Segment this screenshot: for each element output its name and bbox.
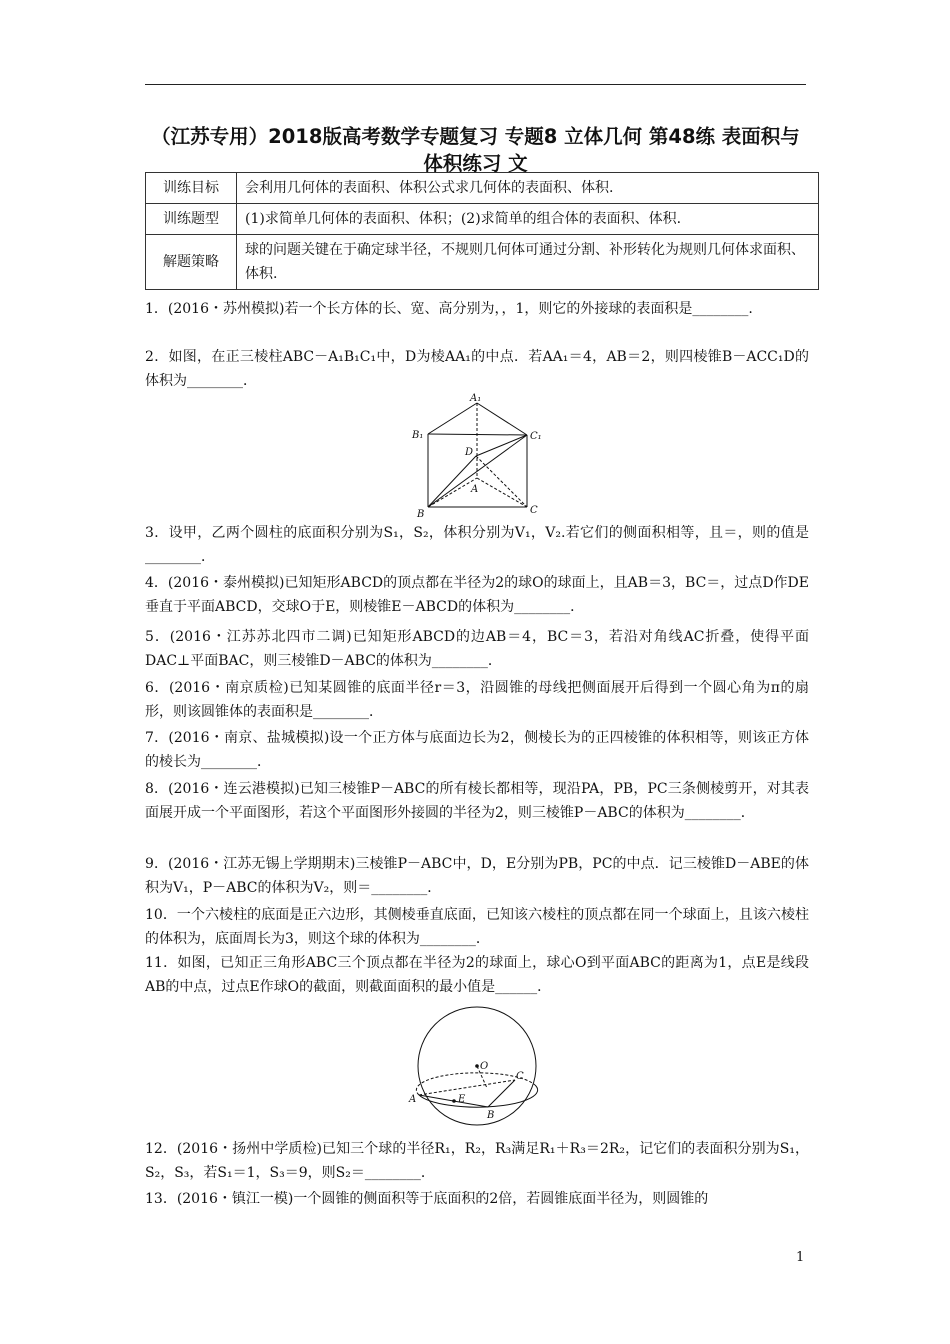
midpoint-E	[452, 1099, 456, 1103]
table-value: 会利用几何体的表面积、体积公式求几何体的表面积、体积.	[237, 173, 819, 204]
page-title: （江苏专用）2018版高考数学专题复习 专题8 立体几何 第48练 表面积与体积练习 文	[151, 125, 800, 175]
question-1: 1．(2016・苏州模拟)若一个长方体的长、宽、高分别为，，1，则它的外接球的表面积是________.	[145, 301, 753, 317]
sphere-figure	[405, 1000, 555, 1130]
table-row	[146, 173, 819, 204]
question-8: 8．(2016・连云港模拟)已知三棱锥P－ABC的所有棱长都相等，现沿PA，PB，PC三条侧棱剪开，对其表面展开成一个平面图形，若这个平面图形外接圆的半径为2，则三棱锥P－ABC的体积为________．	[145, 781, 809, 821]
label-E: E	[458, 1094, 466, 1105]
table-row	[146, 235, 819, 290]
question-4: 4．(2016・泰州模拟)已知矩形ABCD的顶点都在半径为2的球O的球面上，且AB＝3，BC＝，过点D作DE垂直于平面ABCD，交球O于E，则棱锥E－ABCD的体积为________．	[145, 575, 809, 615]
table-value: (1)求简单几何体的表面积、体积；(2)求简单的组合体的表面积、体积.	[237, 204, 819, 235]
question-7: 7．(2016・南京、盐城模拟)设一个正方体与底面边长为2，侧棱长为的正四棱锥的体积相等，则该正方体的棱长为________．	[145, 730, 809, 770]
table-key: 训练题型	[146, 204, 237, 235]
label-B1: B₁	[412, 430, 424, 441]
center-point	[475, 1064, 479, 1068]
label-O: O	[480, 1061, 489, 1072]
header-rule	[145, 84, 806, 85]
label-C1: C₁	[530, 431, 542, 442]
label-A: A	[409, 1094, 417, 1105]
table-key: 解题策略	[146, 235, 237, 290]
table-row	[146, 204, 819, 235]
label-A1: A₁	[470, 393, 482, 404]
question-10: 10．一个六棱柱的底面是正六边形，其侧棱垂直底面，已知该六棱柱的顶点都在同一个球面上，且该六棱柱的体积为，底面周长为3，则这个球的体积为________．	[145, 907, 809, 947]
table-value: 球的问题关键在于确定球半径，不规则几何体可通过分割、补形转化为规则几何体求面积、体积.	[237, 235, 819, 290]
table-key: 训练目标	[146, 173, 237, 204]
label-B: B	[487, 1110, 495, 1121]
label-B: B	[417, 509, 425, 520]
page-number: 1	[796, 1250, 805, 1265]
info-table	[145, 172, 819, 290]
label-D: D	[465, 447, 474, 458]
question-12: 12．(2016・扬州中学质检)已知三个球的半径R₁，R₂，R₃满足R₁＋R₃＝2R₂，记它们的表面积分别为S₁，S₂，S₃，若S₁＝1，S₃＝9，则S₂＝________．	[145, 1141, 809, 1181]
question-6: 6．(2016・南京质检)已知某圆锥的底面半径r＝3，沿圆锥的母线把侧面展开后得到一个圆心角为π的扇形，则该圆锥体的表面积是________．	[145, 680, 809, 720]
question-5: 5．(2016・江苏苏北四市二调)已知矩形ABCD的边AB＝4，BC＝3，若沿对角线AC折叠，使得平面DAC⊥平面BAC，则三棱锥D－ABC的体积为________．	[145, 629, 809, 669]
question-9: 9．(2016・江苏无锡上学期期末)三棱锥P－ABC中，D，E分别为PB，PC的中点．记三棱锥D－ABE的体积为V₁，P－ABC的体积为V₂，则＝________．	[145, 856, 809, 896]
label-C: C	[516, 1071, 524, 1082]
question-13: 13．(2016・镇江一模)一个圆锥的侧面积等于底面积的2倍，若圆锥底面半径为，则圆锥的	[145, 1191, 709, 1207]
question-3: 3．设甲，乙两个圆柱的底面积分别为S₁，S₂，体积分别为V₁，V₂.若它们的侧面积相等，且＝，则的值是________．	[145, 525, 809, 565]
prism-figure	[395, 392, 555, 522]
label-C: C	[530, 505, 538, 516]
label-A: A	[471, 484, 479, 495]
question-11: 11．如图，已知正三角形ABC三个顶点都在半径为2的球面上，球心O到平面ABC的距离为1，点E是线段AB的中点，过点E作球O的截面，则截面面积的最小值是______．	[145, 955, 809, 995]
question-2: 2．如图，在正三棱柱ABC－A₁B₁C₁中，D为棱AA₁的中点．若AA₁＝4，AB＝2，则四棱锥B－ACC₁D的体积为________．	[145, 349, 809, 389]
